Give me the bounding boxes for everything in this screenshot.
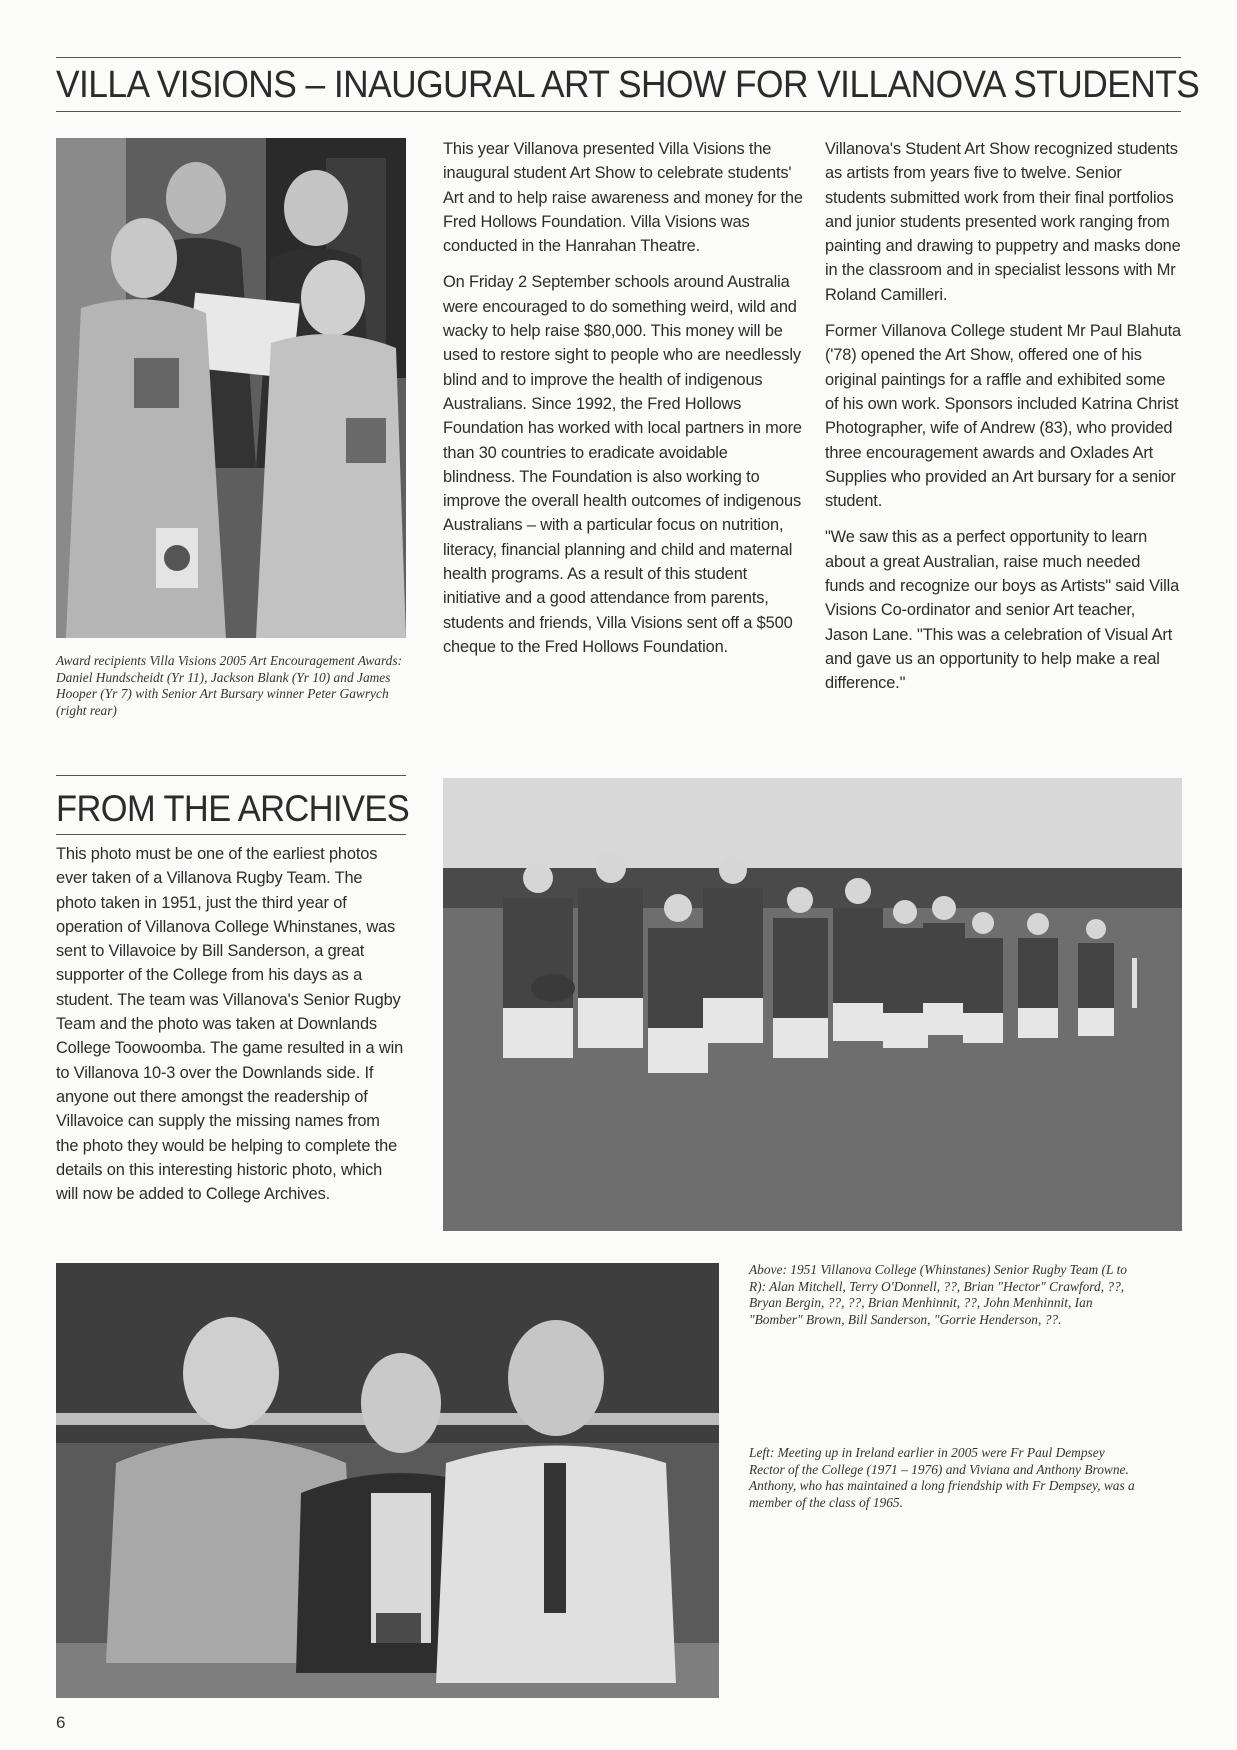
article-column-1	[443, 137, 803, 671]
article-column-2	[825, 137, 1182, 708]
art-show-photo-caption: Award recipients Villa Visions 2005 Art Encouragement Awards: Daniel Hundscheidt (Yr 11), Jackson Blank (Yr 10) and James Hooper (Yr 7) with Senior Art Bursary winner Peter Gawrych (right rear)	[56, 653, 403, 718]
archives-bottom-rule	[56, 834, 406, 835]
archives-title: FROM THE ARCHIVES	[56, 788, 410, 829]
page-number: 6	[56, 1713, 66, 1732]
rugby-photo-caption: Above: 1951 Villanova College (Whinstanes) Senior Rugby Team (L to R): Alan Mitchell, Terry O'Donnell, ??, Brian "Hector" Crawford, ??, Bryan Bergin, ??, ??, Brian Menhinnit, ??, John Menhinnit, Ian "Bomber" Brown, Bill Sanderson, "Gorrie Henderson, ??.	[749, 1262, 1127, 1327]
page-headline: VILLA VISIONS – INAUGURAL ART SHOW FOR VILLANOVA STUDENTS	[56, 64, 1200, 106]
headline-top-rule	[56, 57, 1181, 58]
rugby-team-photo	[443, 778, 1182, 1231]
article-paragraph: On Friday 2 September schools around Australia were encouraged to do something weird, wild and wacky to help raise $80,000. This money will be used to restore sight to people who are needlessly blind and to improve the health of indigenous Australians. Since 1992, the Fred Hollows Foundation has worked with local partners in more than 30 countries to eradicate avoidable blindness. The Foundation is also working to improve the overall health outcomes of indigenous Australians – with a particular focus on nutrition, literacy, financial planning and child and maternal health programs. As a result of this student initiative and a good attendance from parents, students and friends, Villa Visions sent off a $500 cheque to the Fred Hollows Foundation.	[443, 273, 802, 656]
reunion-photo-caption: Left: Meeting up in Ireland earlier in 2005 were Fr Paul Dempsey Rector of the College (1971 – 1976) and Viviana and Anthony Browne. Anthony, who has maintained a long friendship with Fr Dempsey, was a member of the class of 1965.	[749, 1445, 1135, 1510]
archives-top-rule	[56, 775, 406, 776]
art-show-photo	[56, 138, 406, 638]
article-paragraph: This year Villanova presented Villa Visions the inaugural student Art Show to celebrate students' Art and to help raise awareness and money for the Fred Hollows Foundation. Villa Visions was conducted in the Hanrahan Theatre.	[443, 140, 803, 256]
reunion-photo	[56, 1263, 719, 1698]
article-paragraph: "We saw this as a perfect opportunity to learn about a great Australian, raise much needed funds and recognize our boys as Artists" said Villa Visions Co-ordinator and senior Art teacher, Jason Lane. "This was a celebration of Visual Art and gave us an opportunity to help make a real difference."	[825, 528, 1180, 693]
headline-bottom-rule	[56, 111, 1181, 112]
article-paragraph: Villanova's Student Art Show recognized students as artists from years five to twelve. Senior students submitted work from their final portfolios and junior students presented work ranging from painting and drawing to puppetry and masks done in the classroom and in specialist lessons with Mr Roland Camilleri.	[825, 140, 1181, 304]
archives-body: This photo must be one of the earliest photos ever taken of a Villanova Rugby Team. The photo taken in 1951, just the third year of operation of Villanova College Whinstanes, was sent to Villavoice by Bill Sanderson, a great supporter of the College from his days as a student. The team was Villanova's Senior Rugby Team and the photo was taken at Downlands College Toowoomba. The game resulted in a win to Villanova 10-3 over the Downlands side. If anyone out there amongst the readership of Villavoice can supply the missing names from the photo they would be helping to complete the details on this interesting historic photo, which will now be added to College Archives.	[56, 845, 404, 1204]
article-paragraph: Former Villanova College student Mr Paul Blahuta ('78) opened the Art Show, offered one of his original paintings for a raffle and exhibited some of his own work. Sponsors included Katrina Christ Photographer, wife of Andrew (83), who provided three encouragement awards and Oxlades Art Supplies who provided an Art bursary for a senior student.	[825, 322, 1182, 511]
